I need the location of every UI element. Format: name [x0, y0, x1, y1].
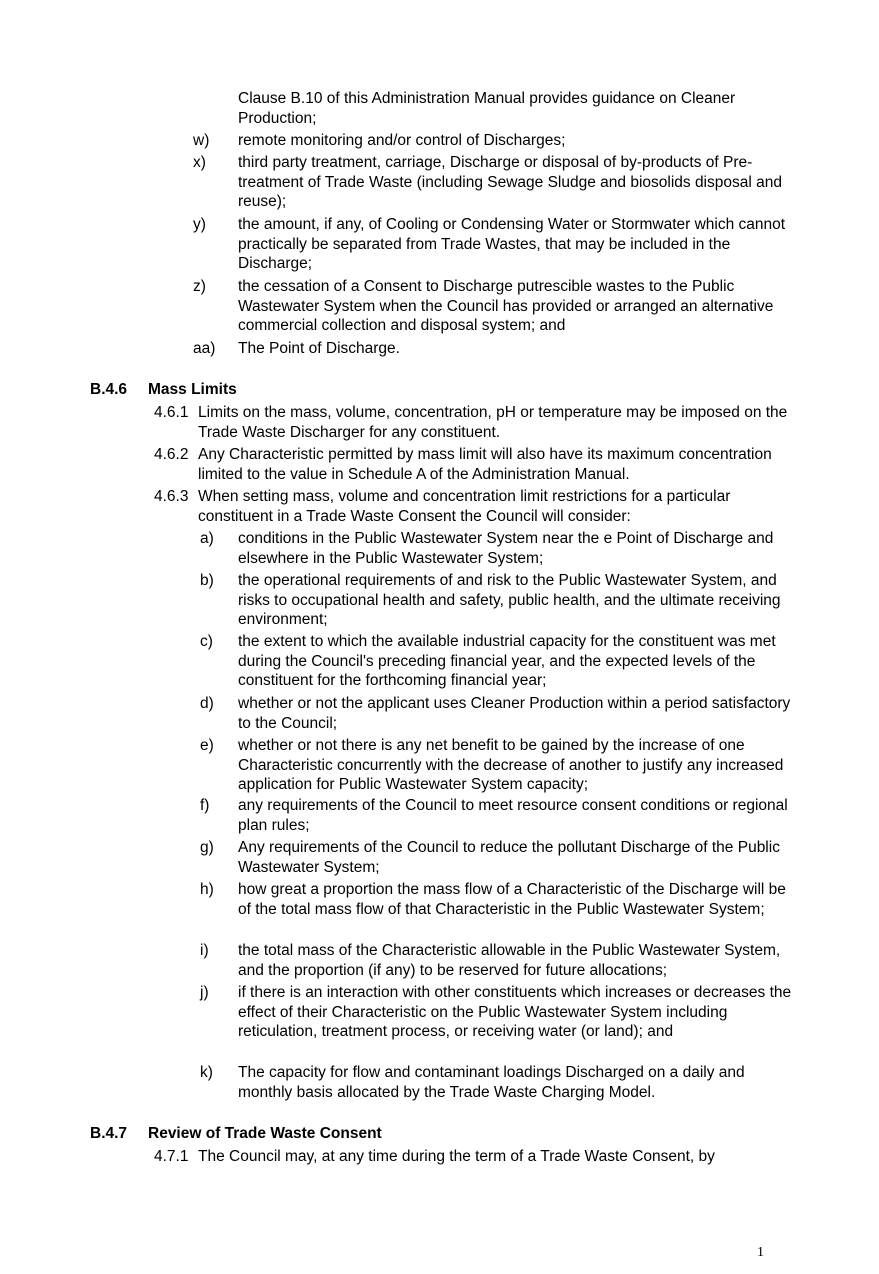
clause-number: 4.7.1 — [154, 1148, 189, 1165]
list-text: The capacity for flow and contaminant loadings Discharged on a daily and monthly basis allocated by the Trade Waste Charging Model. — [238, 1064, 745, 1101]
list-text: whether or not the applicant uses Cleaner Production within a period satisfactory to the Council; — [238, 695, 791, 732]
list-text: Any requirements of the Council to reduce the pollutant Discharge of the Public Wastewater System; — [238, 839, 780, 876]
section-number: B.4.6 — [90, 381, 128, 398]
list-text: the amount, if any, of Cooling or Condensing Water or Stormwater which cannot practically be separated from Trade Wastes, that may be included in the Discharge; — [238, 216, 786, 272]
list-text: the cessation of a Consent to Discharge putrescible wastes to the Public Wastewater System when the Council has provided or arranged an alternative commercial collection and disposal system; and — [238, 278, 774, 334]
list-marker: i) — [200, 942, 209, 959]
list-marker: e) — [200, 737, 214, 754]
list-text: any requirements of the Council to meet resource consent conditions or regional plan rules; — [238, 797, 788, 834]
clause-text: Limits on the mass, volume, concentration, pH or temperature may be imposed on the Trade Waste Discharger for any constituent. — [198, 404, 788, 441]
list-marker: b) — [200, 572, 214, 589]
intro-continuation: Clause B.10 of this Administration Manual provides guidance on Cleaner Production; — [238, 90, 736, 127]
list-text: how great a proportion the mass flow of a Characteristic of the Discharge will be of the total mass flow of that Characteristic in the Public Wastewater System; — [238, 881, 786, 918]
list-text: The Point of Discharge. — [238, 340, 400, 357]
list-text: third party treatment, carriage, Discharge or disposal of by-products of Pre-treatment of Trade Waste (including Sewage Sludge and biosolids disposal and reuse); — [238, 154, 782, 210]
list-text: the extent to which the available industrial capacity for the constituent was met during the Council's preceding financial year, and the expected levels of the constituent for the forthcoming financial year; — [238, 633, 776, 689]
clause-text: Any Characteristic permitted by mass limit will also have its maximum concentration limited to the value in Schedule A of the Administration Manual. — [198, 446, 772, 483]
list-marker: x) — [193, 154, 206, 171]
section-title: Review of Trade Waste Consent — [148, 1125, 382, 1142]
list-marker: y) — [193, 216, 206, 233]
list-text: the operational requirements of and risk to the Public Wastewater System, and risks to occupational health and safety, public health, and the ultimate receiving environment; — [238, 572, 781, 628]
clause-text: When setting mass, volume and concentration limit restrictions for a particular constituent in a Trade Waste Consent the Council will consider: — [198, 488, 731, 525]
clause-text: The Council may, at any time during the term of a Trade Waste Consent, by — [198, 1148, 715, 1165]
list-text: if there is an interaction with other constituents which increases or decreases the effect of their Characteristic on the Public Wastewater System including reticulation, treatment process, or receiving water (or land); and — [238, 984, 792, 1040]
list-marker: h) — [200, 881, 214, 898]
section-title: Mass Limits — [148, 381, 237, 398]
list-marker: d) — [200, 695, 214, 712]
clause-number: 4.6.3 — [154, 488, 189, 505]
list-text: the total mass of the Characteristic allowable in the Public Wastewater System, and the proportion (if any) to be reserved for future allocations; — [238, 942, 781, 979]
list-marker: j) — [200, 984, 209, 1001]
list-text: whether or not there is any net benefit to be gained by the increase of one Characteristic concurrently with the decrease of another to justify any increased application for Public Wastewater System capacity; — [238, 737, 784, 793]
list-marker: w) — [193, 132, 210, 149]
section-number: B.4.7 — [90, 1125, 128, 1142]
clause-number: 4.6.1 — [154, 404, 189, 421]
clause-number: 4.6.2 — [154, 446, 189, 463]
list-marker: k) — [200, 1064, 213, 1081]
list-text: remote monitoring and/or control of Discharges; — [238, 132, 566, 149]
list-marker: f) — [200, 797, 210, 814]
list-text: conditions in the Public Wastewater System near the e Point of Discharge and elsewhere in the Public Wastewater System; — [238, 530, 774, 567]
list-marker: a) — [200, 530, 214, 547]
list-marker: g) — [200, 839, 214, 856]
list-marker: z) — [193, 278, 206, 295]
page-number: 1 — [757, 1245, 764, 1260]
list-marker: aa) — [193, 340, 216, 357]
list-marker: c) — [200, 633, 213, 650]
